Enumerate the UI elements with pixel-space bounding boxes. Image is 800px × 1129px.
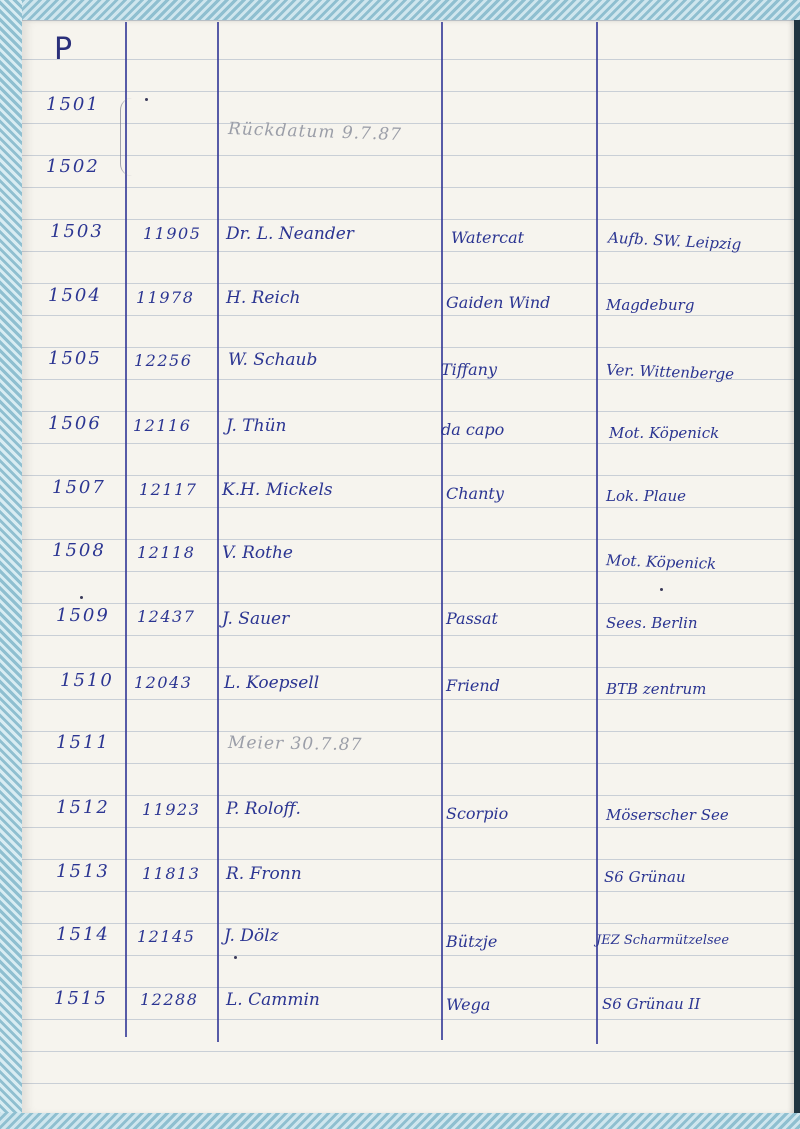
member-number: 11923 [142,800,201,819]
boat-name: Scorpio [446,804,509,823]
boat-name: Passat [446,609,498,628]
owner-name: W. Schaub [228,350,318,370]
boat-name: Friend [446,676,500,695]
boat-name: Tiffany [441,360,498,379]
member-number: 12117 [139,480,198,499]
entry-number: 1503 [50,221,104,242]
boat-name: Wega [446,995,491,1014]
pencil-note-1501-1502: Rückdatum 9.7.87 [227,118,403,146]
member-number: 12145 [137,927,196,946]
club-name: JEZ Scharmützelsee [596,933,730,948]
owner-name: P. Roloff. [226,799,301,819]
page-edge [794,20,800,1115]
entry-number: 1508 [52,540,106,561]
member-number: 12043 [134,673,193,692]
boat-name: da capo [441,420,505,439]
club-name: Ver. Wittenberge [605,360,735,384]
entry-number: 1510 [60,670,114,691]
boat-name: Gaiden Wind [446,293,551,312]
owner-name: L. Koepsell [224,673,320,693]
cover-pattern-left [0,0,22,1129]
cover-pattern-bottom [0,1113,800,1129]
ink-dot [234,956,237,959]
member-number: 12256 [134,351,193,370]
club-name: Mot. Köpenick [609,424,720,442]
entry-number: 1505 [48,348,102,369]
club-name: Magdeburg [606,296,695,314]
owner-name: H. Reich [226,288,301,308]
entry-number: 1514 [56,924,110,945]
entry-number: 1513 [56,861,110,882]
club-name: BTB zentrum [606,680,707,698]
entry-number: 1506 [48,413,102,434]
ink-dot [660,588,663,591]
member-number: 11978 [136,288,195,307]
bracket-mark [120,98,137,176]
owner-name: K.H. Mickels [222,480,333,500]
pencil-note-1511: Meier 30.7.87 [227,732,363,756]
column-rule-3 [441,22,443,1040]
club-name: Möserscher See [606,806,729,824]
club-name: S6 Grünau [604,868,686,886]
page-letter: P [54,32,73,67]
boat-name: Watercat [451,228,525,247]
member-number: 11905 [143,224,202,243]
member-number: 12288 [140,990,199,1009]
member-number: 12118 [137,543,196,562]
boat-name: Chanty [446,484,504,503]
member-number: 11813 [142,864,201,883]
owner-name: J. Thün [226,416,287,436]
owner-name: Dr. L. Neander [226,224,354,244]
member-number: 12116 [133,416,192,435]
member-number: 12437 [137,607,196,626]
owner-name: J. Dölz [224,926,279,946]
entry-number: 1501 [46,94,100,115]
club-name: Aufb. SW. Leipzig [607,228,742,254]
club-name: Mot. Köpenick [605,551,717,573]
club-name: Lok. Plaue [606,487,686,505]
owner-name: V. Rothe [222,543,293,563]
column-rule-2 [217,22,219,1042]
column-rule-4 [596,22,598,1044]
ink-dot [145,98,148,101]
entry-number: 1502 [46,156,100,177]
club-name: S6 Grünau II [602,995,701,1013]
club-name: Sees. Berlin [606,614,698,632]
owner-name: L. Cammin [226,990,320,1010]
entry-number: 1511 [56,732,110,753]
owner-name: R. Fronn [226,864,302,884]
owner-name: J. Sauer [222,609,290,629]
entry-number: 1515 [54,988,108,1009]
boat-name: Bützje [446,932,498,951]
entry-number: 1507 [52,477,106,498]
ink-dot [80,596,83,599]
entry-number: 1509 [56,605,110,626]
entry-number: 1512 [56,797,110,818]
cover-pattern-top [0,0,800,22]
entry-number: 1504 [48,285,102,306]
